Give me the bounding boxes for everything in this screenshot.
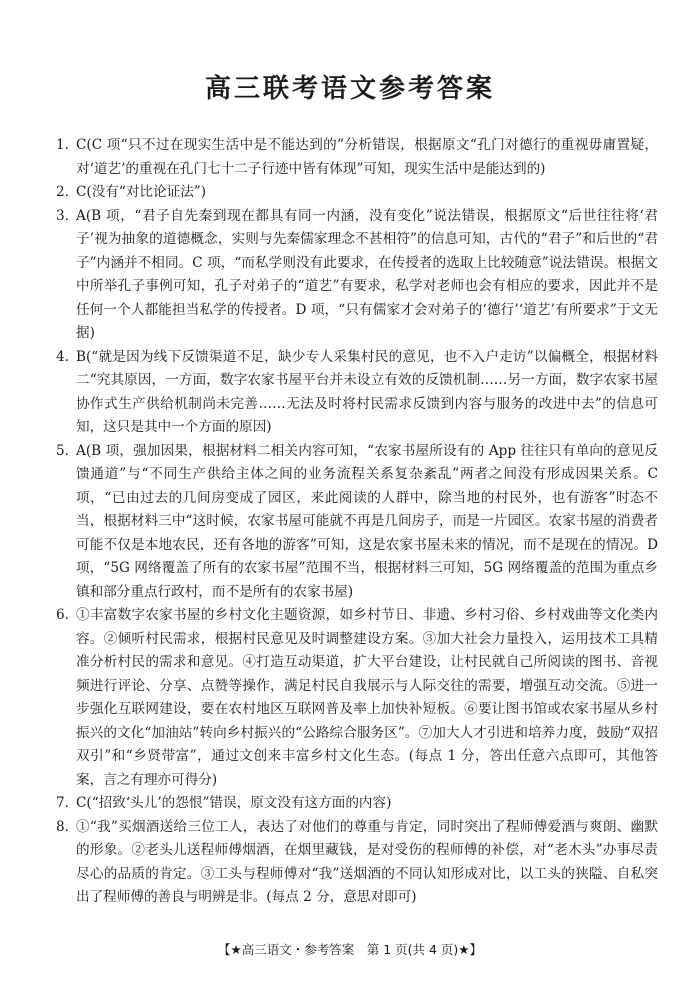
answer-number: 3. [56,207,69,224]
answer-item-3 [56,205,658,346]
answer-number: 6. [56,607,69,623]
answer-number: 7. [56,795,69,811]
answer-item-2 [56,181,658,205]
answer-text: A(B 项，“君子自先秦到现在都具有同一内涵，没有变化”说法错误，根据原文“后世往往将‘君子’视为抽象的道德概念，实则与先秦儒家理念不甚相符”的信息可知，古代的“君子”和后世的“君子”内涵并不相同。C 项，“而私学则没有此要求，在传授者的选取上比较随意”说法错误。根据文中所举孔子事例可知，孔子对弟子的“道艺”有要求，私学对老师也会有相应的要求，因此并不是任何一个人都能担当私学的传授者。D 项，“只有儒家才会对弟子的‘德行’‘道艺’有所要求”于文无据) [76,207,658,341]
answer-text: C(没有“对比论证法”) [76,184,207,200]
answer-text: C(“招致‘头儿’的怨恨”错误，原文没有这方面的内容) [76,795,392,811]
answer-item-8 [56,816,658,910]
answer-text: ①丰富数字农家书屋的乡村文化主题资源，如乡村节日、非遗、乡村习俗、乡村戏曲等文化类内容。②倾听村民需求，根据村民意见及时调整建设方案。③加大社会力量投入，运用技术工具精准分析村民的需求和意见。④打造互动渠道，扩大平台建设，让村民就自己所阅读的图书、音视频进行评论、分享、点赞等操作，满足村民自我展示与人际交往的需要，增强互动交流。⑤进一步强化互联网建设，要在农村地区互联网普及率上加快补短板。⑥要让图书馆或农家书屋从乡村振兴的文化“加油站”转向乡村振兴的“公路综合服务区”。⑦加大人才引进和培养力度，鼓励“双招双引”和“乡贤带富”，通过文创来丰富乡村文化生态。(每点 1 分，答出任意六点即可，其他答案，言之有理亦可得分) [76,607,658,788]
answer-item-5 [56,440,658,605]
page-footer: 【★高三语文・参考答案 第 1 页(共 4 页)★】 [218,942,482,957]
answer-text: B(“就是因为线下反馈渠道不足，缺少专人采集村民的意见，也不入户走访”以偏概全，根据材料二“究其原因，一方面，数字农家书屋平台并未设立有效的反馈机制……另一方面，数字农家书屋协作式生产供给机制尚未完善……无法及时将村民需求反馈到内容与服务的改进中去”的信息可知，这只是其中一个方面的原因) [76,348,658,435]
answer-text: A(B 项，强加因果，根据材料二相关内容可知，“农家书屋所设有的 App 往往只有单向的意见反馈通道”与“不同生产供给主体之间的业务流程关系复杂紊乱”两者之间没有形成因果关系。C 项，“已由过去的几间房变成了园区，来此阅读的人群中，除当地的村民外，也有游客”时态不当，根据材料三中“这时候，农家书屋可能就不再是几间房子，而是一片园区。农家书屋的消费者可能不仅是本地农民，还有各地的游客”可知，这是农家书屋未来的情况，而不是现在的情况。D 项，“5G 网络覆盖了所有的农家书屋”范围不当，根据材料三可知，5G 网络覆盖的范围为重点乡镇和部分重点行政村，而不是所有的农家书屋) [76,442,658,600]
answer-item-6 [56,604,658,792]
answer-text: ①“我”买烟酒送给三位工人，表达了对他们的尊重与肯定，同时突出了程师傅爱酒与爽朗、幽默的形象。②老头儿送程师傅烟酒，在烟里藏钱，是对受伤的程师傅的补偿，对“老木头”办事尽责尽心的品质的肯定。③工头与程师傅对“我”送烟酒的不同认知形成对比，以工头的狭隘、自私突出了程师傅的善良与明辨是非。(每点 2 分，意思对即可) [76,818,658,905]
page-title: 高三联考语文参考答案 [204,74,495,104]
answer-number: 2. [56,184,69,200]
answer-number: 5. [56,442,69,459]
answer-item-1 [56,134,658,181]
answer-text: C(C 项“只不过在现实生活中是不能达到的”分析错误，根据原文“孔门对德行的重视毋庸置疑，对‘道艺’的重视在孔门七十二子行迹中皆有体现”可知，现实生活中是能达到的) [76,137,658,177]
answer-number: 1. [56,137,69,153]
answer-number: 8. [56,818,69,835]
answer-list [56,134,658,910]
answer-item-4 [56,346,658,440]
answer-number: 4. [56,348,69,365]
answer-item-7 [56,792,658,816]
